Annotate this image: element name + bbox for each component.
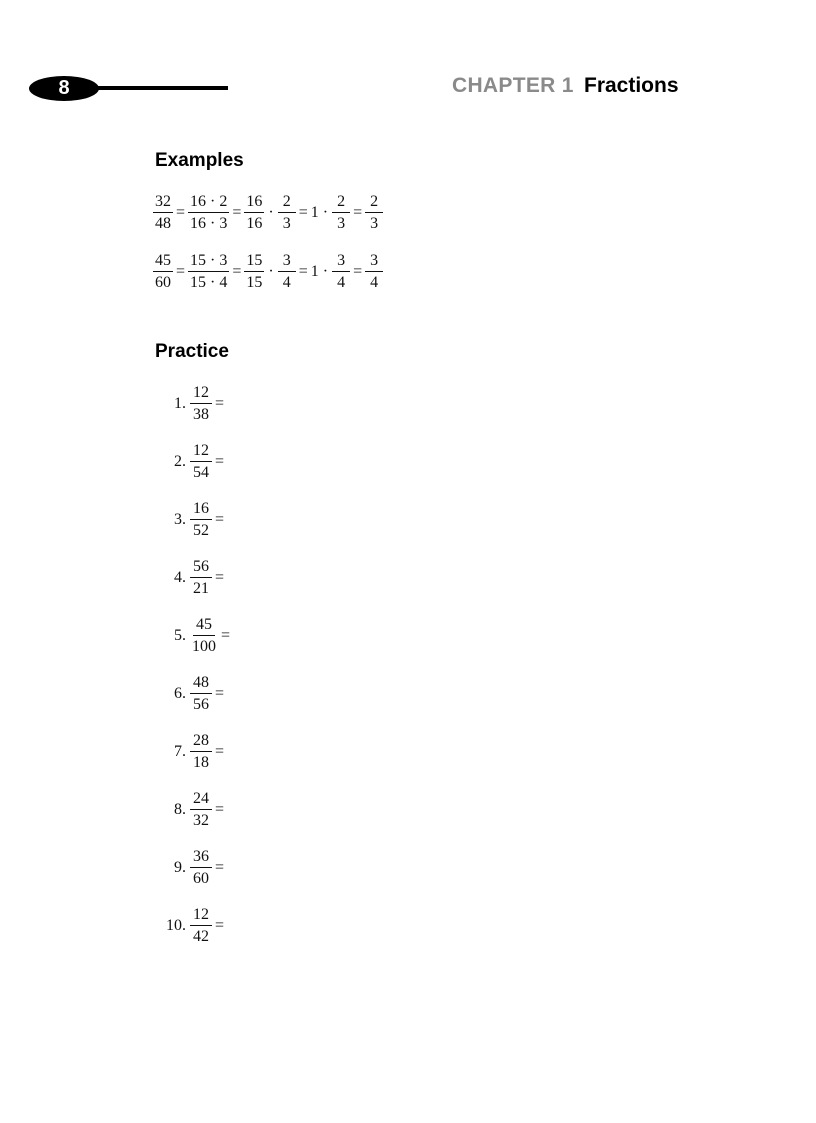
fraction: [190, 385, 212, 423]
equals-sign: =: [215, 917, 225, 934]
numerator: 45: [153, 253, 173, 272]
fraction: [244, 194, 264, 232]
fraction: [153, 253, 173, 291]
equals-sign: =: [298, 263, 308, 280]
one: 1: [310, 204, 319, 221]
numerator: 15: [244, 253, 264, 272]
numerator: 16: [190, 501, 212, 520]
numerator: 12: [190, 443, 212, 462]
equals-sign: =: [353, 263, 363, 280]
equals-sign: =: [353, 204, 363, 221]
practice-problem: [150, 443, 227, 481]
equals-sign: =: [215, 395, 225, 412]
fraction: [278, 253, 296, 291]
fraction: [153, 194, 173, 232]
numerator: 12: [190, 907, 212, 926]
denominator: 48: [155, 215, 171, 232]
numerator: 16 · 2: [188, 194, 229, 213]
multiply-dot: ·: [322, 204, 329, 221]
problem-number: 8.: [174, 801, 186, 818]
numerator: 2: [332, 194, 350, 213]
denominator: 4: [282, 274, 291, 291]
fraction: [332, 253, 350, 291]
denominator: 60: [155, 274, 171, 291]
numerator: 28: [190, 733, 212, 752]
problem-number: 10.: [166, 917, 186, 934]
denominator: 32: [193, 812, 209, 829]
practice-problem: [150, 733, 227, 771]
page-number-badge: [29, 76, 99, 101]
problem-number: 6.: [174, 685, 186, 702]
examples-heading: Examples: [155, 150, 244, 171]
denominator: 3: [282, 215, 291, 232]
numerator: 2: [278, 194, 296, 213]
numerator: 32: [153, 194, 173, 213]
numerator: 56: [190, 559, 212, 578]
problem-number: 5.: [174, 627, 186, 644]
problem-number: 1.: [174, 395, 186, 412]
practice-problem: [150, 617, 233, 655]
fraction: [190, 501, 212, 539]
multiply-dot: ·: [268, 263, 274, 280]
numerator: 2: [365, 194, 383, 213]
equals-sign: =: [176, 263, 186, 280]
denominator: 54: [193, 464, 209, 481]
denominator: 52: [193, 522, 209, 539]
result-fraction: [365, 253, 383, 291]
denominator: 18: [193, 754, 209, 771]
one: 1: [310, 263, 319, 280]
denominator: 100: [192, 638, 216, 655]
practice-problem: [150, 791, 227, 829]
fraction: [190, 733, 212, 771]
header-rule: [97, 86, 228, 90]
numerator: 3: [278, 253, 296, 272]
numerator: 16: [244, 194, 264, 213]
fraction: [244, 253, 264, 291]
fraction: [190, 907, 212, 945]
result-fraction: [365, 194, 383, 232]
practice-problem: [150, 501, 227, 539]
example-equation: [153, 253, 383, 291]
denominator: 4: [370, 274, 379, 291]
fraction: [278, 194, 296, 232]
multiply-dot: ·: [268, 204, 274, 221]
numerator: 24: [190, 791, 212, 810]
denominator: 38: [193, 406, 209, 423]
fraction: [190, 849, 212, 887]
equals-sign: =: [215, 511, 225, 528]
denominator: 42: [193, 928, 209, 945]
practice-problem: [150, 385, 227, 423]
problem-number: 3.: [174, 511, 186, 528]
equals-sign: =: [215, 859, 225, 876]
chapter-label: CHAPTER 1: [452, 74, 574, 97]
equals-sign: =: [215, 743, 225, 760]
equals-sign: =: [232, 204, 242, 221]
equals-sign: =: [176, 204, 186, 221]
practice-problem: [150, 675, 227, 713]
fraction: [190, 791, 212, 829]
denominator: 16: [246, 215, 263, 232]
equals-sign: =: [215, 685, 225, 702]
practice-problem: [150, 907, 227, 945]
fraction: [188, 194, 229, 232]
numerator: 3: [365, 253, 383, 272]
fraction: [332, 194, 350, 232]
denominator: 56: [193, 696, 209, 713]
chapter-title: Fractions: [584, 74, 679, 97]
problem-number: 7.: [174, 743, 186, 760]
multiply-dot: ·: [322, 263, 329, 280]
denominator: 3: [370, 215, 379, 232]
problem-number: 2.: [174, 453, 186, 470]
fraction: [188, 253, 229, 291]
problem-number: 4.: [174, 569, 186, 586]
equals-sign: =: [215, 453, 225, 470]
denominator: 4: [337, 274, 346, 291]
fraction: [190, 443, 212, 481]
page-number: 8: [58, 77, 70, 99]
equals-sign: =: [298, 204, 308, 221]
equals-sign: =: [215, 801, 225, 818]
denominator: 60: [193, 870, 209, 887]
fraction: [190, 617, 218, 655]
equals-sign: =: [215, 569, 225, 586]
denominator: 3: [337, 215, 346, 232]
numerator: 12: [190, 385, 212, 404]
denominator: 16 · 3: [190, 215, 228, 232]
equals-sign: =: [232, 263, 242, 280]
numerator: 36: [190, 849, 212, 868]
fraction: [190, 675, 212, 713]
denominator: 15 · 4: [190, 274, 228, 291]
denominator: 21: [193, 580, 209, 597]
practice-problem: [150, 849, 227, 887]
denominator: 15: [246, 274, 263, 291]
practice-heading: Practice: [155, 341, 229, 362]
practice-problem: [150, 559, 227, 597]
numerator: 3: [332, 253, 350, 272]
numerator: 15 · 3: [188, 253, 229, 272]
fraction: [190, 559, 212, 597]
numerator: 48: [190, 675, 212, 694]
example-equation: [153, 194, 383, 232]
problem-number: 9.: [174, 859, 186, 876]
numerator: 45: [193, 617, 215, 636]
equals-sign: =: [221, 627, 231, 644]
